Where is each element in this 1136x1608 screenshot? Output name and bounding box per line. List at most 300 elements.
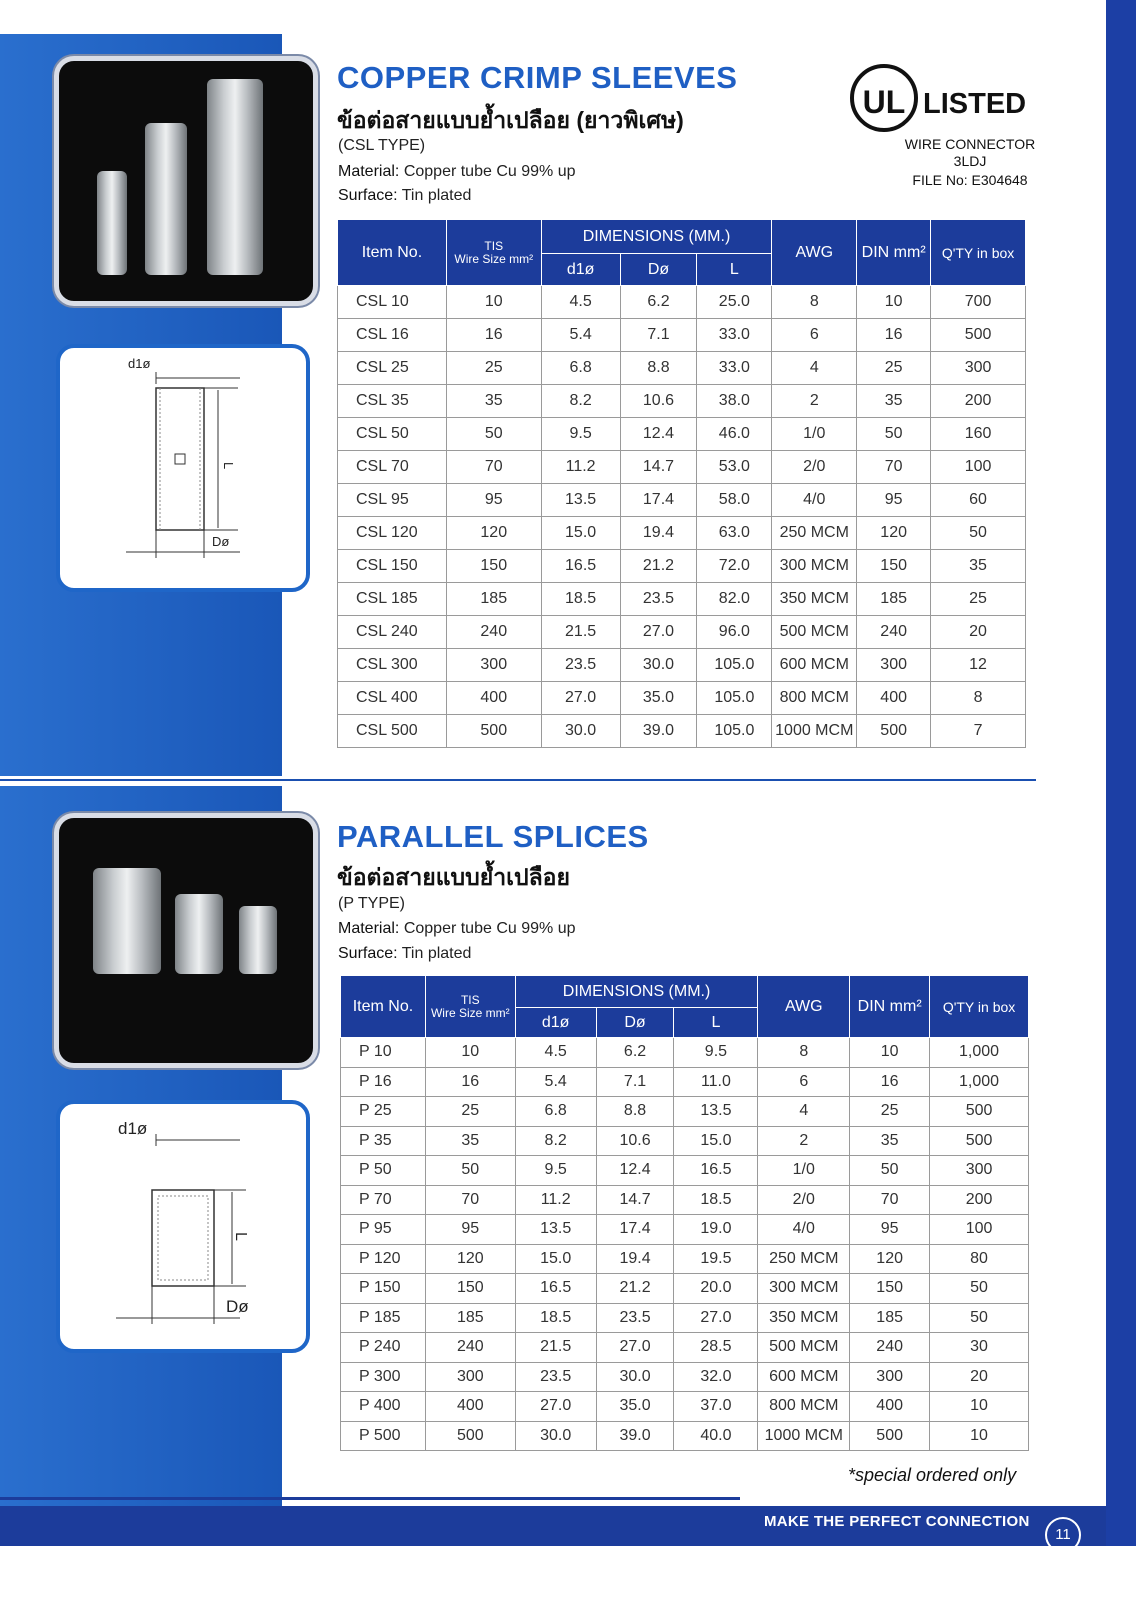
table-cell: 95 <box>857 484 931 517</box>
table-cell: 160 <box>931 418 1026 451</box>
table-row <box>338 583 1026 616</box>
table-cell: 14.7 <box>620 451 697 484</box>
ul-code: 3LDJ <box>953 153 987 169</box>
csl-diagram-d-label: Dø <box>212 534 230 549</box>
csl-header-L: L <box>697 254 772 286</box>
table-cell: 20.0 <box>674 1274 758 1304</box>
table-row <box>338 385 1026 418</box>
table-cell: P 70 <box>341 1185 426 1215</box>
csl-header-wire: Wire Size mm² <box>454 251 534 266</box>
table-cell: 400 <box>857 682 931 715</box>
table-row <box>341 1333 1029 1363</box>
csl-spec-table <box>337 219 1026 748</box>
csl-header-D: Dø <box>620 254 697 286</box>
table-cell: 120 <box>850 1244 930 1274</box>
ul-logo-icon: UL <box>850 64 918 132</box>
table-row <box>341 1126 1029 1156</box>
table-cell: 600 MCM <box>772 649 857 682</box>
p-title: PARALLEL SPLICES <box>337 819 649 854</box>
table-cell: 4 <box>772 352 857 385</box>
table-row <box>338 550 1026 583</box>
table-cell: 23.5 <box>620 583 697 616</box>
p-diagram-d1-label: d1ø <box>118 1119 148 1138</box>
table-row <box>341 1215 1029 1245</box>
table-cell: 300 MCM <box>758 1274 850 1304</box>
table-cell: 600 MCM <box>758 1362 850 1392</box>
table-cell: 27.0 <box>515 1392 596 1422</box>
csl-title: COPPER CRIMP SLEEVES <box>337 60 738 95</box>
table-cell: 350 MCM <box>772 583 857 616</box>
medium-sleeve-image <box>145 123 187 275</box>
table-cell: 16 <box>446 319 541 352</box>
table-cell: CSL 120 <box>338 517 447 550</box>
table-cell: 6.8 <box>515 1097 596 1127</box>
table-cell: 6.2 <box>596 1038 674 1068</box>
p-header-tis <box>425 976 515 1038</box>
table-cell: 96.0 <box>697 616 772 649</box>
csl-header-d1: d1ø <box>541 254 620 286</box>
p-surface: Tin plated <box>401 945 472 962</box>
table-row <box>338 319 1026 352</box>
table-cell: 400 <box>425 1392 515 1422</box>
table-cell: 14.7 <box>596 1185 674 1215</box>
table-cell: 35.0 <box>596 1392 674 1422</box>
table-cell: CSL 500 <box>338 715 447 748</box>
table-cell: 500 <box>850 1421 930 1451</box>
table-row <box>341 1274 1029 1304</box>
table-cell: 53.0 <box>697 451 772 484</box>
p-surface-line <box>338 945 471 963</box>
table-cell: 46.0 <box>697 418 772 451</box>
table-cell: 16 <box>850 1067 930 1097</box>
table-cell: 800 MCM <box>772 682 857 715</box>
table-cell: 500 MCM <box>772 616 857 649</box>
table-cell: 10 <box>930 1421 1029 1451</box>
table-cell: P 500 <box>341 1421 426 1451</box>
table-cell: 185 <box>425 1303 515 1333</box>
table-cell: 63.0 <box>697 517 772 550</box>
table-row <box>338 352 1026 385</box>
table-cell: 6 <box>772 319 857 352</box>
csl-diagram-l-label: L <box>221 462 236 470</box>
p-product-photo <box>54 813 318 1068</box>
table-cell: 11.2 <box>515 1185 596 1215</box>
special-order-note: *special ordered only <box>848 1465 1017 1485</box>
table-cell: 5.4 <box>541 319 620 352</box>
table-cell: 105.0 <box>697 715 772 748</box>
page-number: 11 <box>1045 1517 1081 1553</box>
table-cell: 95 <box>850 1215 930 1245</box>
table-cell: 28.5 <box>674 1333 758 1363</box>
table-cell: 240 <box>425 1333 515 1363</box>
table-cell: 250 MCM <box>758 1244 850 1274</box>
table-cell: P 95 <box>341 1215 426 1245</box>
bottom-margin <box>0 1546 1136 1608</box>
large-splice-image <box>93 868 161 974</box>
table-cell: 95 <box>425 1215 515 1245</box>
table-cell: 27.0 <box>541 682 620 715</box>
table-cell: 500 <box>930 1097 1029 1127</box>
p-header-L: L <box>674 1008 758 1038</box>
table-cell: 39.0 <box>596 1421 674 1451</box>
table-cell: CSL 70 <box>338 451 447 484</box>
table-cell: 18.5 <box>541 583 620 616</box>
table-cell: 9.5 <box>515 1156 596 1186</box>
table-cell: 50 <box>857 418 931 451</box>
ul-file-no: FILE No: E304648 <box>912 172 1028 188</box>
table-cell: 10 <box>446 286 541 319</box>
small-sleeve-image <box>97 171 127 275</box>
table-cell: 10.6 <box>596 1126 674 1156</box>
table-cell: 15.0 <box>674 1126 758 1156</box>
table-cell: 72.0 <box>697 550 772 583</box>
csl-surface-label: Surface: <box>338 187 398 204</box>
table-cell: 15.0 <box>541 517 620 550</box>
table-cell: P 25 <box>341 1097 426 1127</box>
table-row <box>341 1185 1029 1215</box>
table-cell: 100 <box>931 451 1026 484</box>
table-cell: 70 <box>425 1185 515 1215</box>
table-cell: 10 <box>850 1038 930 1068</box>
table-cell: 7.1 <box>620 319 697 352</box>
table-cell: 19.4 <box>620 517 697 550</box>
table-cell: 120 <box>857 517 931 550</box>
table-cell: 11.0 <box>674 1067 758 1097</box>
table-cell: 23.5 <box>596 1303 674 1333</box>
table-cell: 1/0 <box>758 1156 850 1186</box>
table-cell: 21.2 <box>596 1274 674 1304</box>
table-cell: 105.0 <box>697 682 772 715</box>
table-cell: 19.0 <box>674 1215 758 1245</box>
table-cell: 25 <box>850 1097 930 1127</box>
table-cell: 10 <box>857 286 931 319</box>
table-cell: 300 <box>425 1362 515 1392</box>
table-row <box>341 1362 1029 1392</box>
table-cell: CSL 300 <box>338 649 447 682</box>
table-cell: P 35 <box>341 1126 426 1156</box>
table-cell: 95 <box>446 484 541 517</box>
table-cell: 25 <box>425 1097 515 1127</box>
table-cell: 350 MCM <box>758 1303 850 1333</box>
table-cell: 1/0 <box>772 418 857 451</box>
table-cell: 80 <box>930 1244 1029 1274</box>
table-cell: 11.2 <box>541 451 620 484</box>
table-cell: 35 <box>446 385 541 418</box>
table-cell: 50 <box>930 1274 1029 1304</box>
table-cell: 12 <box>931 649 1026 682</box>
table-cell: 12.4 <box>620 418 697 451</box>
table-cell: 7 <box>931 715 1026 748</box>
table-cell: 6.8 <box>541 352 620 385</box>
csl-header-tis <box>446 220 541 286</box>
table-cell: 300 <box>446 649 541 682</box>
table-cell: CSL 50 <box>338 418 447 451</box>
p-thai-title: ข้อต่อสายแบบย้ำเปลือย <box>337 864 570 890</box>
table-row <box>338 418 1026 451</box>
csl-surface: Tin plated <box>401 187 472 204</box>
table-cell: 16.5 <box>541 550 620 583</box>
table-cell: 30.0 <box>515 1421 596 1451</box>
table-cell: CSL 25 <box>338 352 447 385</box>
ul-listed-text: LISTED <box>923 88 1027 120</box>
table-cell: 21.2 <box>620 550 697 583</box>
table-cell: 50 <box>446 418 541 451</box>
table-cell: 120 <box>425 1244 515 1274</box>
table-cell: 40.0 <box>674 1421 758 1451</box>
table-cell: 8 <box>758 1038 850 1068</box>
footer-accent-line <box>0 1497 740 1500</box>
table-cell: CSL 16 <box>338 319 447 352</box>
table-cell: 30 <box>930 1333 1029 1363</box>
table-cell: 15.0 <box>515 1244 596 1274</box>
csl-header-tis-top: TIS <box>484 238 504 253</box>
table-cell: 5.4 <box>515 1067 596 1097</box>
table-cell: 400 <box>446 682 541 715</box>
table-cell: 25 <box>446 352 541 385</box>
table-cell: 1,000 <box>930 1038 1029 1068</box>
table-cell: 10.6 <box>620 385 697 418</box>
table-cell: 250 MCM <box>772 517 857 550</box>
table-cell: 50 <box>425 1156 515 1186</box>
table-cell: 240 <box>857 616 931 649</box>
table-cell: 23.5 <box>515 1362 596 1392</box>
table-cell: 800 MCM <box>758 1392 850 1422</box>
table-cell: 50 <box>931 517 1026 550</box>
table-cell: 27.0 <box>596 1333 674 1363</box>
footer-slogan: MAKE THE PERFECT CONNECTION <box>764 1513 1030 1530</box>
table-cell: 38.0 <box>697 385 772 418</box>
table-cell: 4.5 <box>515 1038 596 1068</box>
p-diagram-drawing <box>60 1104 306 1349</box>
p-material: Copper tube Cu 99% up <box>403 920 576 937</box>
table-cell: 4 <box>758 1097 850 1127</box>
table-row <box>341 1067 1029 1097</box>
table-cell: 200 <box>931 385 1026 418</box>
csl-material-line <box>338 163 575 181</box>
table-cell: 21.5 <box>515 1333 596 1363</box>
table-cell: 150 <box>446 550 541 583</box>
table-cell: 25 <box>931 583 1026 616</box>
table-cell: 100 <box>930 1215 1029 1245</box>
p-header-dimensions: DIMENSIONS (MM.) <box>515 976 758 1008</box>
table-cell: 6 <box>758 1067 850 1097</box>
table-cell: 33.0 <box>697 352 772 385</box>
table-cell: 20 <box>931 616 1026 649</box>
table-cell: 10 <box>425 1038 515 1068</box>
csl-table-body <box>338 286 1026 748</box>
table-cell: P 10 <box>341 1038 426 1068</box>
table-row <box>338 715 1026 748</box>
table-cell: 300 <box>857 649 931 682</box>
table-cell: CSL 95 <box>338 484 447 517</box>
table-cell: 16.5 <box>515 1274 596 1304</box>
right-blue-edge <box>1106 0 1136 1608</box>
csl-product-photo <box>54 56 318 306</box>
p-spec-table <box>340 975 1029 1451</box>
table-cell: 4/0 <box>758 1215 850 1245</box>
table-cell: 8.8 <box>596 1097 674 1127</box>
table-cell: P 185 <box>341 1303 426 1333</box>
table-cell: P 300 <box>341 1362 426 1392</box>
table-cell: CSL 185 <box>338 583 447 616</box>
p-header-awg: AWG <box>758 976 850 1038</box>
table-cell: 16 <box>857 319 931 352</box>
table-cell: CSL 400 <box>338 682 447 715</box>
table-cell: 7.1 <box>596 1067 674 1097</box>
table-cell: 82.0 <box>697 583 772 616</box>
table-cell: 2/0 <box>772 451 857 484</box>
table-cell: 19.5 <box>674 1244 758 1274</box>
table-cell: 185 <box>850 1303 930 1333</box>
table-cell: 18.5 <box>674 1185 758 1215</box>
table-row <box>341 1392 1029 1422</box>
table-row <box>341 1097 1029 1127</box>
table-cell: 120 <box>446 517 541 550</box>
table-cell: 70 <box>446 451 541 484</box>
p-header-tis-top: TIS <box>460 992 480 1007</box>
table-cell: 27.0 <box>674 1303 758 1333</box>
table-cell: P 120 <box>341 1244 426 1274</box>
table-cell: 30.0 <box>620 649 697 682</box>
table-cell: 21.5 <box>541 616 620 649</box>
table-cell: 185 <box>857 583 931 616</box>
table-cell: 8.8 <box>620 352 697 385</box>
csl-dimension-diagram <box>56 344 310 592</box>
ul-wire-connector: WIRE CONNECTOR <box>904 136 1036 152</box>
table-cell: 200 <box>930 1185 1029 1215</box>
table-cell: 1000 MCM <box>772 715 857 748</box>
p-type: (P TYPE) <box>338 895 405 912</box>
table-cell: P 50 <box>341 1156 426 1186</box>
table-cell: 1,000 <box>930 1067 1029 1097</box>
table-cell: 8 <box>931 682 1026 715</box>
table-cell: 185 <box>446 583 541 616</box>
table-row <box>338 682 1026 715</box>
table-cell: 60 <box>931 484 1026 517</box>
table-cell: P 16 <box>341 1067 426 1097</box>
table-cell: 6.2 <box>620 286 697 319</box>
table-cell: 400 <box>850 1392 930 1422</box>
table-cell: CSL 10 <box>338 286 447 319</box>
table-cell: 20 <box>930 1362 1029 1392</box>
csl-material-label: Material: <box>338 163 400 180</box>
table-cell: 13.5 <box>541 484 620 517</box>
csl-type: (CSL TYPE) <box>338 137 426 154</box>
table-cell: 25.0 <box>697 286 772 319</box>
table-cell: 35 <box>850 1126 930 1156</box>
table-row <box>341 1038 1029 1068</box>
table-cell: 35 <box>857 385 931 418</box>
table-cell: 30.0 <box>541 715 620 748</box>
table-cell: 70 <box>850 1185 930 1215</box>
p-table-body <box>341 1038 1029 1451</box>
table-cell: 8.2 <box>515 1126 596 1156</box>
table-cell: 17.4 <box>596 1215 674 1245</box>
p-header-wire: Wire Size mm² <box>430 1005 510 1020</box>
table-cell: P 150 <box>341 1274 426 1304</box>
csl-header-din: DIN mm² <box>857 220 931 286</box>
p-header-d1: d1ø <box>515 1008 596 1038</box>
table-cell: 33.0 <box>697 319 772 352</box>
small-splice-image <box>239 906 277 974</box>
section-divider <box>0 779 1036 781</box>
table-cell: 27.0 <box>620 616 697 649</box>
table-cell: 35 <box>931 550 1026 583</box>
table-cell: 300 MCM <box>772 550 857 583</box>
table-cell: 4.5 <box>541 286 620 319</box>
table-cell: 35 <box>425 1126 515 1156</box>
table-row <box>338 649 1026 682</box>
csl-header-dimensions: DIMENSIONS (MM.) <box>541 220 772 254</box>
table-cell: CSL 35 <box>338 385 447 418</box>
table-cell: 2 <box>772 385 857 418</box>
csl-thai-title: ข้อต่อสายแบบย้ำเปลือย (ยาวพิเศษ) <box>337 107 684 133</box>
table-cell: 10 <box>930 1392 1029 1422</box>
table-cell: 70 <box>857 451 931 484</box>
p-header-din: DIN mm² <box>850 976 930 1038</box>
table-cell: 150 <box>425 1274 515 1304</box>
table-row <box>338 451 1026 484</box>
table-cell: 8.2 <box>541 385 620 418</box>
table-row <box>341 1303 1029 1333</box>
table-row <box>338 286 1026 319</box>
table-cell: 23.5 <box>541 649 620 682</box>
large-sleeve-image <box>207 79 263 275</box>
table-row <box>341 1156 1029 1186</box>
table-cell: 500 <box>446 715 541 748</box>
table-cell: 13.5 <box>674 1097 758 1127</box>
table-cell: 150 <box>850 1274 930 1304</box>
table-cell: 25 <box>857 352 931 385</box>
table-cell: 240 <box>446 616 541 649</box>
table-cell: P 400 <box>341 1392 426 1422</box>
table-cell: 2 <box>758 1126 850 1156</box>
table-cell: 50 <box>930 1303 1029 1333</box>
table-cell: 300 <box>931 352 1026 385</box>
table-cell: 39.0 <box>620 715 697 748</box>
table-cell: 50 <box>850 1156 930 1186</box>
table-cell: 16.5 <box>674 1156 758 1186</box>
table-cell: 300 <box>850 1362 930 1392</box>
medium-splice-image <box>175 894 223 974</box>
table-cell: 58.0 <box>697 484 772 517</box>
table-cell: 8 <box>772 286 857 319</box>
table-cell: 700 <box>931 286 1026 319</box>
table-cell: 18.5 <box>515 1303 596 1333</box>
table-cell: 500 <box>930 1126 1029 1156</box>
table-cell: 500 <box>931 319 1026 352</box>
p-diagram-l-label: L <box>232 1232 249 1241</box>
table-cell: 37.0 <box>674 1392 758 1422</box>
csl-diagram-d1-label: d1ø <box>128 356 151 371</box>
table-cell: 9.5 <box>541 418 620 451</box>
table-cell: 300 <box>930 1156 1029 1186</box>
p-material-line <box>338 920 575 938</box>
p-material-label: Material: <box>338 920 400 937</box>
p-dimension-diagram <box>56 1100 310 1353</box>
table-cell: CSL 150 <box>338 550 447 583</box>
table-cell: 32.0 <box>674 1362 758 1392</box>
table-cell: 500 MCM <box>758 1333 850 1363</box>
table-row <box>338 484 1026 517</box>
table-row <box>338 517 1026 550</box>
table-cell: 105.0 <box>697 649 772 682</box>
table-cell: CSL 240 <box>338 616 447 649</box>
table-cell: 13.5 <box>515 1215 596 1245</box>
table-row <box>341 1244 1029 1274</box>
table-cell: 150 <box>857 550 931 583</box>
table-row <box>341 1421 1029 1451</box>
